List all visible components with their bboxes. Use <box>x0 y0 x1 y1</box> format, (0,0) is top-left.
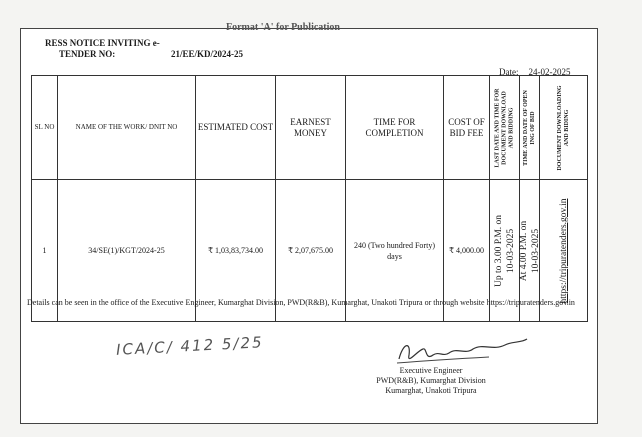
header-opening <box>520 76 540 180</box>
signature-block <box>351 366 511 396</box>
date-label: Date: <box>499 67 519 77</box>
header-last-date-line3: AND BIDDING <box>508 107 514 148</box>
header-download <box>540 76 588 180</box>
cell-sl-no: 1 <box>32 180 58 322</box>
cell-last-date-date: 10-03-2025 <box>505 228 516 273</box>
format-heading: Format 'A' for Publication <box>226 22 340 33</box>
signature-image <box>393 335 533 369</box>
header-sl-no: SL NO <box>32 76 58 180</box>
cell-cost-of-bid-fee: ₹ 4,000.00 <box>444 180 490 322</box>
cell-time-for-completion: 240 (Two hundred Forty) days <box>346 180 444 322</box>
header-opening-line2: ING OF BID <box>529 110 536 145</box>
header-last-date <box>490 76 520 180</box>
cell-work-name: 34/SE(1)/KGT/2024-25 <box>58 180 196 322</box>
tender-number: 21/EE/KD/2024-25 <box>171 49 244 59</box>
office-name: PWD(R&B), Kumarghat Division <box>376 376 486 385</box>
cell-opening-time: At 4.00 P.M. on <box>518 220 529 281</box>
notice-title-line1: RESS NOTICE INVITING e- <box>45 38 160 48</box>
cell-opening-date: 10-03-2025 <box>530 228 541 273</box>
header-time-for-completion: TIME FOR COMPLETION <box>346 76 444 180</box>
header-earnest-money: EARNEST MONEY <box>276 76 346 180</box>
table-header-row <box>32 76 588 180</box>
tender-notice-page <box>20 22 598 424</box>
header-download-line1: DOCUMENT DOWNLOADING <box>556 84 563 171</box>
notice-title <box>45 38 160 60</box>
download-site-link[interactable]: https://tripuratenders.gov.in <box>558 198 569 303</box>
details-note: Details can be seen in the office of the Executive Engineer, Kumarghat Division, PWD(R&B), Kumarghat, Unakoti Tripura or through website https://tripuratenders.gov.in <box>27 298 575 307</box>
tender-table <box>31 75 588 322</box>
office-location: Kumarghat, Unakoti Tripura <box>385 386 477 395</box>
header-work-name: NAME OF THE WORK/ DNIT NO <box>58 76 196 180</box>
notice-title-line2: TENDER NO: <box>59 49 116 59</box>
cell-estimated-cost: ₹ 1,03,83,734.00 <box>196 180 276 322</box>
date-value: 24-02-2025 <box>528 67 571 77</box>
header-estimated-cost: ESTIMATED COST <box>196 76 276 180</box>
designation: Executive Engineer <box>399 366 463 375</box>
handwritten-reference: ICA/C/ 412 5/25 <box>115 333 264 359</box>
header-download-line2: AND BIDING <box>563 109 570 146</box>
header-cost-of-bid-fee: COST OF BID FEE <box>444 76 490 180</box>
header-last-date-line1: LAST DATE AND TIME FOR <box>494 87 500 168</box>
header-opening-line1: TIME AND DATE OF OPEN <box>522 89 529 166</box>
header-last-date-line2: DOCUMENT DOWNLOAD <box>501 90 507 165</box>
cell-last-date-time: Up to 3.00 P.M. on <box>493 214 504 287</box>
cell-earnest-money: ₹ 2,07,675.00 <box>276 180 346 322</box>
